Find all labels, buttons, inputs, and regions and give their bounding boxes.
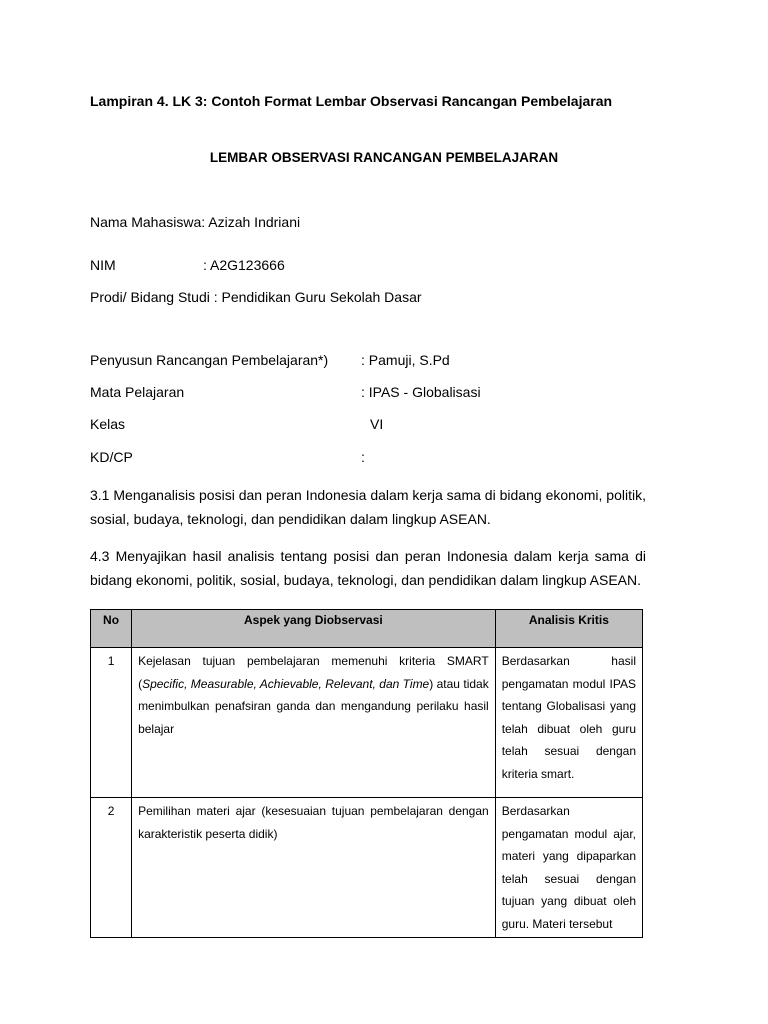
form-title: LEMBAR OBSERVASI RANCANGAN PEMBELAJARAN: [209, 150, 559, 165]
mapel-label: Mata Pelajaran: [90, 384, 185, 400]
aspek-italic: Specific, Measurable, Achievable, Relevant, dan Time: [142, 676, 430, 691]
row-number: 1: [91, 648, 132, 798]
kdcp-value: :: [361, 449, 365, 465]
aspek-rest: ) atau tidak menimbulkan penafsiran ganda dan mengandung perilaku hasil belajar: [138, 676, 489, 736]
table-row: [91, 648, 643, 798]
table-row: [91, 798, 643, 938]
header-analisis: Analisis Kritis: [495, 610, 642, 648]
nim-value: : A2G123666: [203, 257, 285, 273]
kdcp-label: KD/CP: [90, 449, 133, 465]
row-analisis: Berdasarkan pengamatan modul ajar, materi yang dipaparkan telah sesuai dengan tujuan yang dibuat oleh guru. Materi tersebut: [495, 798, 642, 938]
student-name: Nama Mahasiswa: Azizah Indriani: [90, 214, 301, 230]
observation-table: [90, 609, 643, 938]
kelas-value: VI: [370, 416, 384, 432]
competency-3-1: 3.1 Menganalisis posisi dan peran Indonesia dalam kerja sama di bidang ekonomi, politik, sosial, budaya, teknologi, dan pendidikan dalam lingkup ASEAN.: [90, 487, 646, 527]
kelas-label: Kelas: [90, 416, 126, 432]
appendix-title: Lampiran 4. LK 3: Contoh Format Lembar Observasi Rancangan Pembelajaran: [90, 93, 613, 109]
row-aspek: [132, 648, 496, 798]
penyusun-label: Penyusun Rancangan Pembelajaran*): [90, 352, 329, 368]
aspek-intro: Kejelasan tujuan pembelajaran memenuhi kriteria SMART (: [138, 654, 489, 691]
competency-4-3: 4.3 Menyajikan hasil analisis tentang posisi dan peran Indonesia dalam kerja sama di bidang ekonomi, politik, sosial, budaya, teknologi, dan pendidikan dalam lingkup ASEAN.: [90, 548, 646, 588]
header-no: No: [91, 610, 132, 648]
row-number: 2: [91, 798, 132, 938]
row-analisis: Berdasarkan hasil pengamatan modul IPAS tentang Globalisasi yang telah dibuat oleh guru telah sesuai dengan kriteria smart.: [495, 648, 642, 798]
header-aspek: Aspek yang Diobservasi: [132, 610, 496, 648]
nim-label: NIM: [90, 257, 116, 273]
mapel-value: : IPAS - Globalisasi: [361, 384, 481, 400]
penyusun-value: : Pamuji, S.Pd: [361, 352, 450, 368]
prodi-line: Prodi/ Bidang Studi : Pendidikan Guru Sekolah Dasar: [90, 289, 422, 305]
row-aspek: Pemilihan materi ajar (kesesuaian tujuan pembelajaran dengan karakteristik peserta didik): [132, 798, 496, 938]
table-header-row: [91, 610, 643, 648]
